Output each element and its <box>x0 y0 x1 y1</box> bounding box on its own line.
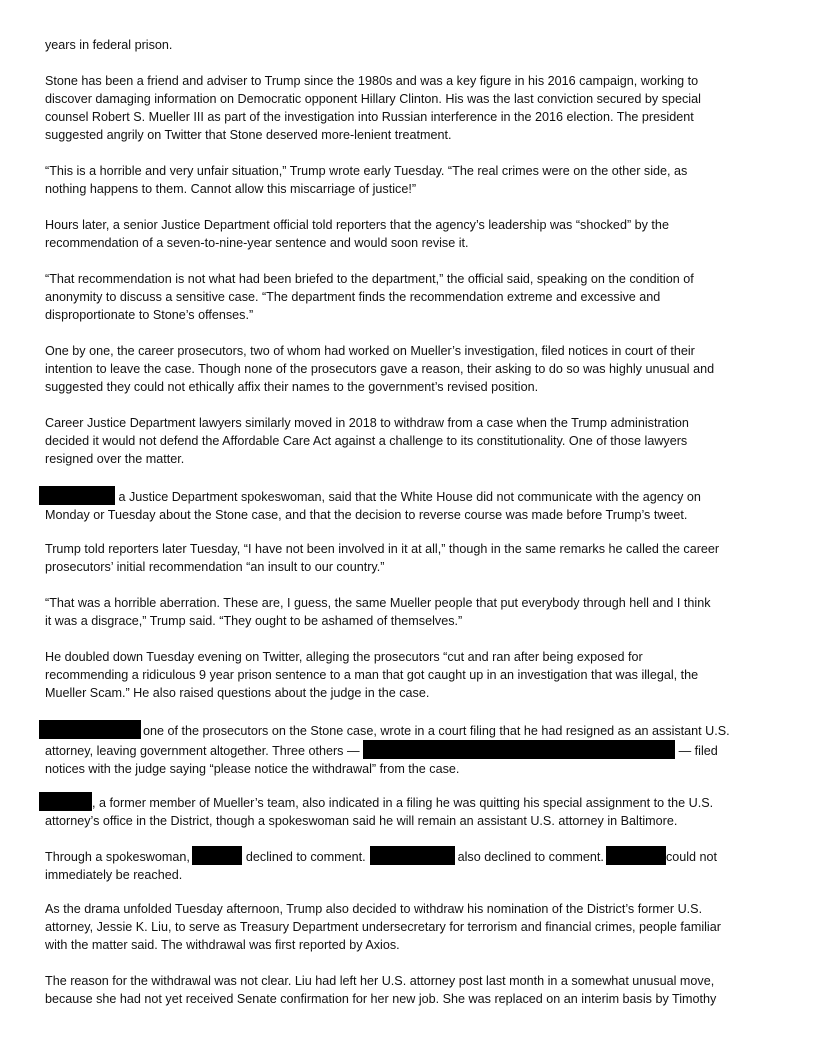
text-line: Monday or Tuesday about the Stone case, and that the decision to reverse course was made before Trump’s tweet. <box>45 508 688 522</box>
text-line: suggested angrily on Twitter that Stone deserved more-lenient treatment. <box>45 128 452 142</box>
text-line: prosecutors’ initial recommendation “an insult to our country.” <box>45 560 385 574</box>
text-line: As the drama unfolded Tuesday afternoon, Trump also decided to withdraw his nomination of the District’s former U.S. <box>45 902 703 916</box>
text-fragment: could not <box>665 850 718 864</box>
redaction-block <box>39 486 115 505</box>
paragraph <box>45 972 775 1008</box>
text-line <box>45 792 775 812</box>
paragraph <box>45 270 775 324</box>
paragraph <box>45 72 775 144</box>
text-line: The reason for the withdrawal was not clear. Liu had left her U.S. attorney post last month in a somewhat unusual move, <box>45 974 715 988</box>
text-fragment: , a former member of Mueller’s team, also indicated in a filing he was quitting his special assignment to the U.S. <box>92 796 714 810</box>
paragraph <box>45 162 775 198</box>
text-line: recommendation of a seven-to-nine-year sentence and would soon revise it. <box>45 236 469 250</box>
paragraph <box>45 216 775 252</box>
text-line <box>45 740 775 760</box>
text-line: attorney, Jessie K. Liu, to serve as Treasury Department undersecretary for terrorism and financial crimes, people familiar <box>45 920 721 934</box>
text-line: Mueller Scam.” He also raised questions about the judge in the case. <box>45 686 430 700</box>
text-line: “That recommendation is not what had been briefed to the department,” the official said, speaking on the condition of <box>45 272 694 286</box>
text-line: decided it would not defend the Affordable Care Act against a challenge to its constitutionality. One of those lawyers <box>45 434 688 448</box>
paragraph <box>45 36 775 54</box>
paragraph <box>45 648 775 702</box>
text-line: resigned over the matter. <box>45 452 185 466</box>
text-line: intention to leave the case. Though none of the prosecutors gave a reason, their asking to do so was highly unusual and <box>45 362 715 376</box>
text-line: “That was a horrible aberration. These are, I guess, the same Mueller people that put everybody through hell and I think <box>45 596 711 610</box>
text-line: with the matter said. The withdrawal was first reported by Axios. <box>45 938 400 952</box>
text-line: nothing happens to them. Cannot allow this miscarriage of justice!” <box>45 182 417 196</box>
paragraph <box>45 594 775 630</box>
text-line <box>45 720 775 740</box>
paragraph <box>45 540 775 576</box>
paragraph <box>45 900 775 954</box>
redaction-block <box>370 846 455 865</box>
text-line <box>45 846 775 866</box>
text-line: He doubled down Tuesday evening on Twitter, alleging the prosecutors “cut and ran after being exposed for <box>45 650 643 664</box>
paragraph <box>45 792 775 830</box>
text-line: attorney’s office in the District, though a spokeswoman said he will remain an assistant U.S. attorney in Baltimore. <box>45 814 678 828</box>
paragraph <box>45 486 775 524</box>
text-line: Trump told reporters later Tuesday, “I have not been involved in it at all,” though in the same remarks he called the career <box>45 542 720 556</box>
text-line: One by one, the career prosecutors, two of whom had worked on Mueller’s investigation, filed notices in court of their <box>45 344 695 358</box>
paragraph <box>45 846 775 884</box>
text-line: “This is a horrible and very unfair situation,” Trump wrote early Tuesday. “The real crimes were on the other side, as <box>45 164 688 178</box>
text-line <box>45 486 775 506</box>
text-fragment: — filed <box>678 744 718 758</box>
text-line: counsel Robert S. Mueller III as part of the investigation into Russian interference in the 2016 election. The president <box>45 110 694 124</box>
text-line: suggested they could not ethically affix their names to the government’s revised position. <box>45 380 539 394</box>
text-fragment: a Justice Department spokeswoman, said that the White House did not communicate with the agency on <box>115 490 701 504</box>
redaction-block <box>192 846 242 865</box>
text-line: years in federal prison. <box>45 38 173 52</box>
text-line: recommending a ridiculous 9 year prison sentence to a man that got caught up in an investigation that was illegal, the <box>45 668 699 682</box>
text-line: Career Justice Department lawyers similarly moved in 2018 to withdraw from a case when the Trump administration <box>45 416 689 430</box>
redaction-block <box>606 846 666 865</box>
redaction-block <box>39 792 92 811</box>
paragraph <box>45 342 775 396</box>
text-fragment: Through a spokeswoman, <box>45 850 190 864</box>
text-line: notices with the judge saying “please notice the withdrawal” from the case. <box>45 762 460 776</box>
text-line: Stone has been a friend and adviser to Trump since the 1980s and was a key figure in his 2016 campaign, working to <box>45 74 699 88</box>
text-line: it was a disgrace,” Trump said. “They ought to be ashamed of themselves.” <box>45 614 463 628</box>
text-line: Hours later, a senior Justice Department official told reporters that the agency’s leadership was “shocked” by the <box>45 218 669 232</box>
text-line: because she had not yet received Senate confirmation for her new job. She was replaced on an interim basis by Timothy <box>45 992 717 1006</box>
paragraph <box>45 414 775 468</box>
text-line: anonymity to discuss a sensitive case. “The department finds the recommendation extreme and excessive and <box>45 290 661 304</box>
text-line: disproportionate to Stone’s offenses.” <box>45 308 254 322</box>
text-line: discover damaging information on Democratic opponent Hillary Clinton. His was the last conviction secured by special <box>45 92 701 106</box>
text-fragment: attorney, leaving government altogether. Three others — <box>45 744 360 758</box>
text-fragment: also declined to comment. <box>457 850 604 864</box>
paragraph <box>45 720 775 778</box>
redaction-block <box>39 720 141 739</box>
text-fragment: one of the prosecutors on the Stone case, wrote in a court filing that he had resigned as an assistant U.S. <box>143 724 730 738</box>
redaction-block <box>363 740 675 759</box>
text-fragment: declined to comment. <box>245 850 366 864</box>
text-line: immediately be reached. <box>45 868 183 882</box>
